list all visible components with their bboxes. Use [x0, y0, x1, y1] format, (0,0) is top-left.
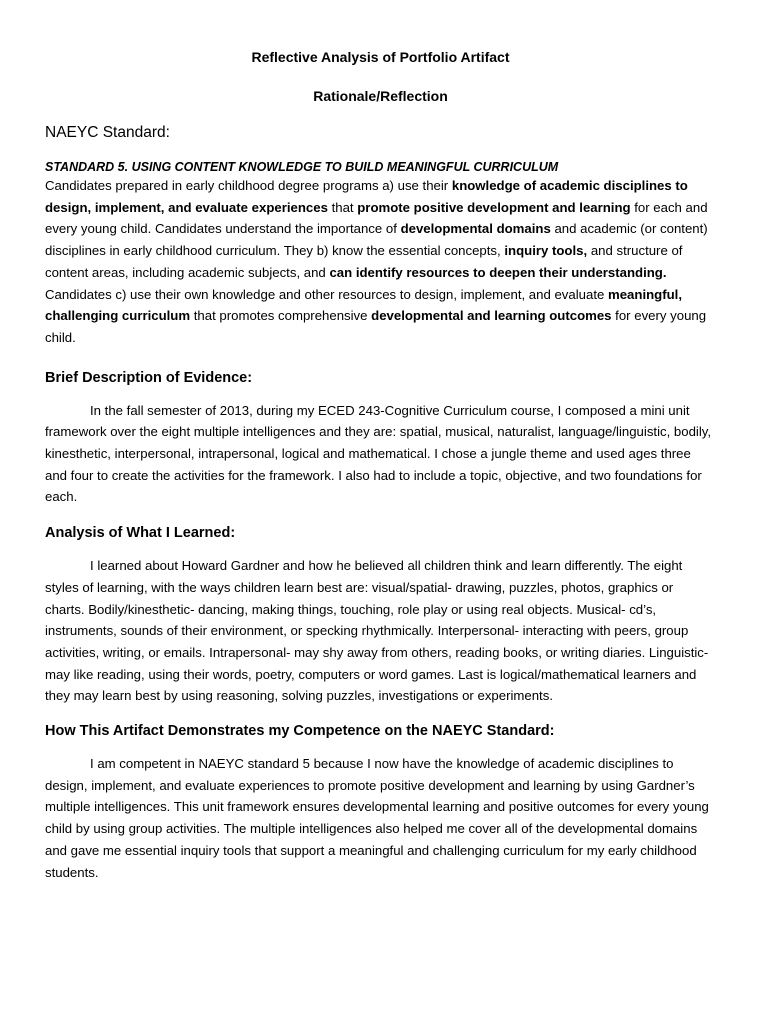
standard-text-run: for every young child.	[45, 308, 707, 345]
standard-text-bold-run: can identify resources to deepen their understanding.	[329, 264, 667, 280]
naeyc-standard-heading: NAEYC Standard:	[45, 124, 170, 141]
standard-text-run: that promotes comprehensive	[190, 308, 372, 324]
standard-text-bold-run: meaningful, challenging curriculum	[45, 286, 682, 324]
document-title: Reflective Analysis of Portfolio Artifact	[251, 49, 510, 65]
standard-text-bold-run: inquiry tools,	[504, 243, 588, 259]
document-subtitle: Rationale/Reflection	[313, 88, 448, 104]
standard-text-run: and academic (or content) disciplines in early childhood curriculum. They b) know the essential concepts,	[45, 221, 708, 259]
standard-text-run: that	[327, 199, 358, 215]
standard-text	[45, 175, 716, 349]
standard-heading: STANDARD 5. USING CONTENT KNOWLEDGE TO BUILD MEANINGFUL CURRICULUM	[45, 160, 559, 174]
standard-text-bold-run: promote positive development and learning	[357, 199, 631, 215]
evidence-heading: Brief Description of Evidence:	[45, 369, 253, 386]
standard-text-run: Candidates c) use their own knowledge and other resources to design, implement, and evaluate	[45, 286, 608, 302]
standard-text-bold-run: knowledge of academic disciplines to design, implement, and evaluate experiences	[45, 178, 688, 215]
standard-text-run: for each and every young child. Candidates understand the importance of	[45, 199, 708, 237]
standard-text-bold-run: developmental and learning outcomes	[371, 308, 612, 324]
competence-paragraph: I am competent in NAEYC standard 5 because I now have the knowledge of academic disciplines to design, implement, and evaluate experiences to promote positive development and learning by using Gardner’s multiple intelligences. This unit framework ensures developmental learning and positive outcomes for every young child by using group activities. The multiple intelligences also helped me cover all of the developmental domains and gave me essential inquiry tools that support a meaningful and challenging curriculum for my early childhood students.	[45, 756, 709, 880]
competence-heading: How This Artifact Demonstrates my Competence on the NAEYC Standard:	[45, 723, 555, 740]
standard-text-bold-run: developmental domains	[400, 221, 551, 237]
standard-text-run: Candidates prepared in early childhood degree programs a) use their	[45, 178, 452, 193]
standard-text-run: and structure of content areas, including academic subjects, and	[45, 243, 683, 280]
analysis-paragraph: I learned about Howard Gardner and how he believed all children think and learn differently. The eight styles of learning, with the ways children learn best are: visual/spatial- drawing, puzzles, photos, graphics or charts. Bodily/kinesthetic- dancing, making things, touching, role play or using real objects. Musical- cd’s, instruments, sounds of their environment, or specking rhythmically. Interpersonal- interacting with peers, group activities, writing, or emails. Intrapersonal- may shy away from others, reading books, or writing diaries. Linguistic- may like reading, using their words, poetry, computers or word games. Last is logical/mathematical learners and they may learn best by using reasoning, solving puzzles, investigations or experiments.	[45, 558, 709, 704]
evidence-paragraph: In the fall semester of 2013, during my ECED 243-Cognitive Curriculum course, I composed a mini unit framework over the eight multiple intelligences and they are: spatial, musical, naturalist, language/linguistic, bodily, kinesthetic, interpersonal, intrapersonal, logical and mathematical. I chose a jungle theme and used ages three and four to create the activities for the framework. I also had to include a topic, objective, and two foundations for each.	[45, 402, 712, 505]
analysis-heading: Analysis of What I Learned:	[45, 525, 236, 542]
